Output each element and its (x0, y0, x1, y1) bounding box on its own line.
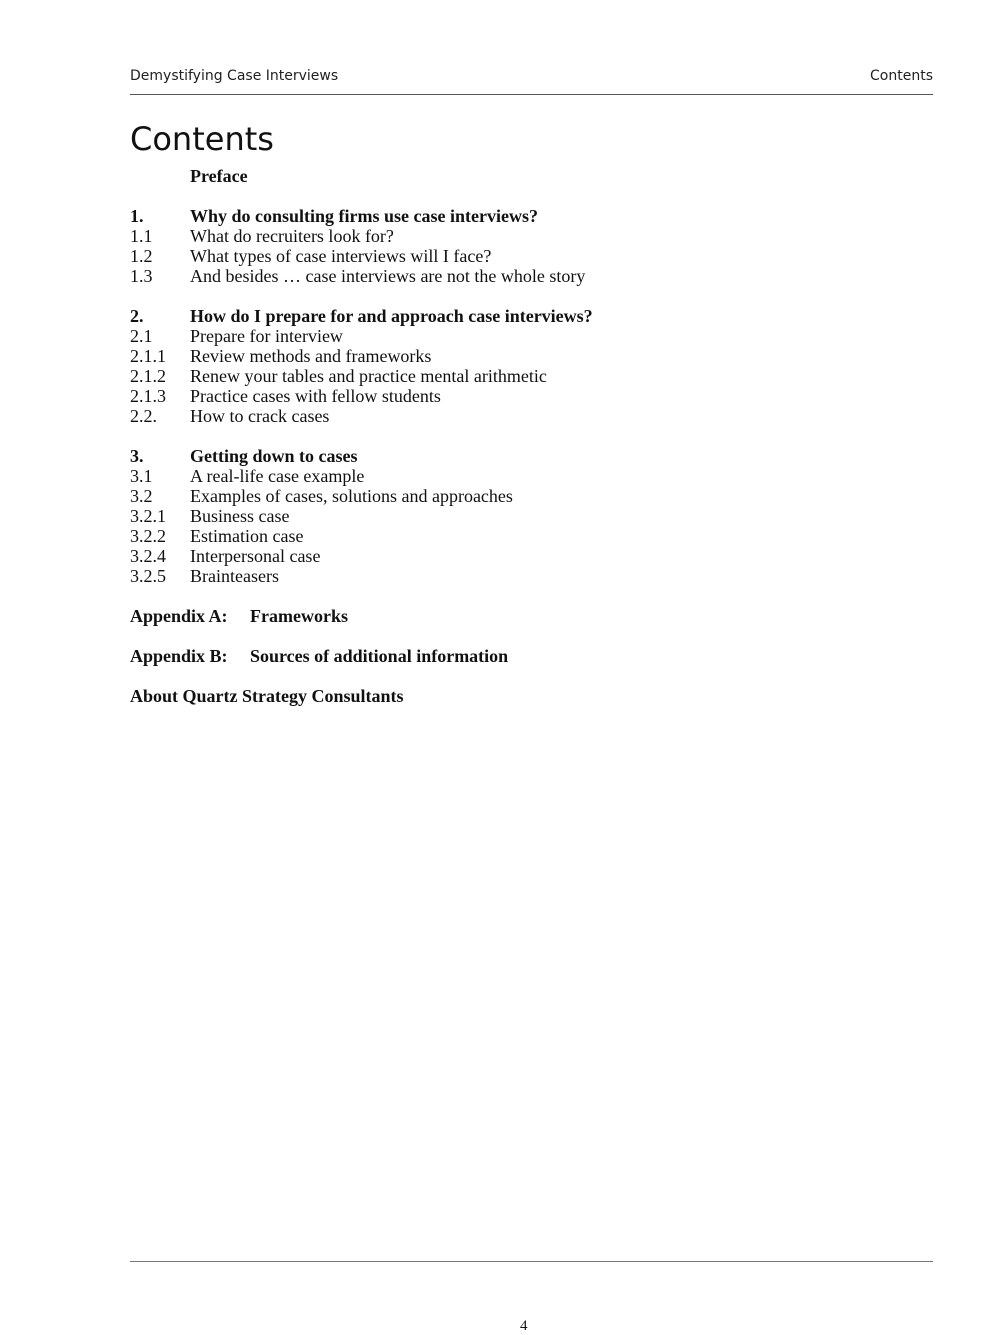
toc-label: Renew your tables and practice mental arithmetic (190, 366, 547, 386)
toc-item[interactable] (130, 386, 930, 406)
toc-number: 3.1 (130, 466, 153, 486)
toc-chapter-3[interactable] (130, 446, 930, 466)
toc-label: How to crack cases (190, 406, 330, 426)
toc-number: 3.2.1 (130, 506, 166, 526)
toc-item[interactable] (130, 546, 930, 566)
toc-item[interactable] (130, 526, 930, 546)
toc-appendix-title: Sources of additional information (250, 646, 509, 666)
toc-number: 3.2 (130, 486, 153, 506)
toc-number: 3.2.5 (130, 566, 166, 586)
toc-number: 3. (130, 446, 144, 466)
toc-chapter-1[interactable] (130, 206, 930, 226)
toc-label: What types of case interviews will I face? (190, 246, 492, 266)
toc-preface[interactable] (130, 166, 930, 186)
toc-number: 2.2. (130, 406, 157, 426)
running-header (130, 66, 933, 88)
toc-preface-label: Preface (190, 166, 248, 186)
toc-label: Review methods and frameworks (190, 346, 432, 366)
toc-appendix-b[interactable] (130, 646, 930, 666)
toc-spacer (130, 426, 930, 446)
toc-number: 1.3 (130, 266, 153, 286)
toc-number: 2.1 (130, 326, 153, 346)
toc-label: Business case (190, 506, 290, 526)
toc-item[interactable] (130, 226, 930, 246)
toc-number: 2.1.3 (130, 386, 166, 406)
toc-item[interactable] (130, 506, 930, 526)
toc-spacer (130, 286, 930, 306)
toc-about[interactable] (130, 686, 930, 706)
toc-item[interactable] (130, 366, 930, 386)
toc-label: Practice cases with fellow students (190, 386, 441, 406)
toc-spacer (130, 666, 930, 686)
toc-item[interactable] (130, 266, 930, 286)
toc-label: What do recruiters look for? (190, 226, 394, 246)
footer-divider (130, 1261, 933, 1262)
toc-label: Brainteasers (190, 566, 279, 586)
toc-number: 2. (130, 306, 144, 326)
toc-label: Estimation case (190, 526, 304, 546)
toc-item[interactable] (130, 466, 930, 486)
toc-item[interactable] (130, 566, 930, 586)
toc-appendix-title: Frameworks (250, 606, 348, 626)
toc-chapter-2[interactable] (130, 306, 930, 326)
header-divider (130, 94, 933, 95)
table-of-contents (130, 166, 930, 706)
toc-number: 3.2.2 (130, 526, 166, 546)
toc-label: Examples of cases, solutions and approaches (190, 486, 513, 506)
toc-number: 2.1.2 (130, 366, 166, 386)
toc-appendix-label: Appendix B: (130, 646, 228, 666)
document-title: Demystifying Case Interviews (130, 68, 339, 84)
toc-label: A real-life case example (190, 466, 365, 486)
toc-item[interactable] (130, 406, 930, 426)
toc-spacer (130, 586, 930, 606)
toc-item[interactable] (130, 346, 930, 366)
toc-appendix-label: Appendix A: (130, 606, 228, 626)
page-title: Contents (130, 120, 274, 158)
toc-spacer (130, 186, 930, 206)
toc-label: And besides … case interviews are not the whole story (190, 266, 586, 286)
toc-label: Getting down to cases (190, 446, 358, 466)
toc-number: 2.1.1 (130, 346, 166, 366)
toc-label: Why do consulting firms use case interviews? (190, 206, 538, 226)
toc-number: 3.2.4 (130, 546, 166, 566)
toc-spacer (130, 626, 930, 646)
toc-number: 1.1 (130, 226, 153, 246)
toc-about-label: About Quartz Strategy Consultants (130, 686, 404, 706)
toc-item[interactable] (130, 326, 930, 346)
toc-label: Prepare for interview (190, 326, 343, 346)
toc-label: How do I prepare for and approach case interviews? (190, 306, 593, 326)
page-number: 4 (520, 1318, 528, 1334)
toc-item[interactable] (130, 246, 930, 266)
section-title: Contents (870, 68, 933, 84)
toc-label: Interpersonal case (190, 546, 321, 566)
toc-appendix-a[interactable] (130, 606, 930, 626)
toc-item[interactable] (130, 486, 930, 506)
toc-number: 1. (130, 206, 144, 226)
toc-number: 1.2 (130, 246, 153, 266)
